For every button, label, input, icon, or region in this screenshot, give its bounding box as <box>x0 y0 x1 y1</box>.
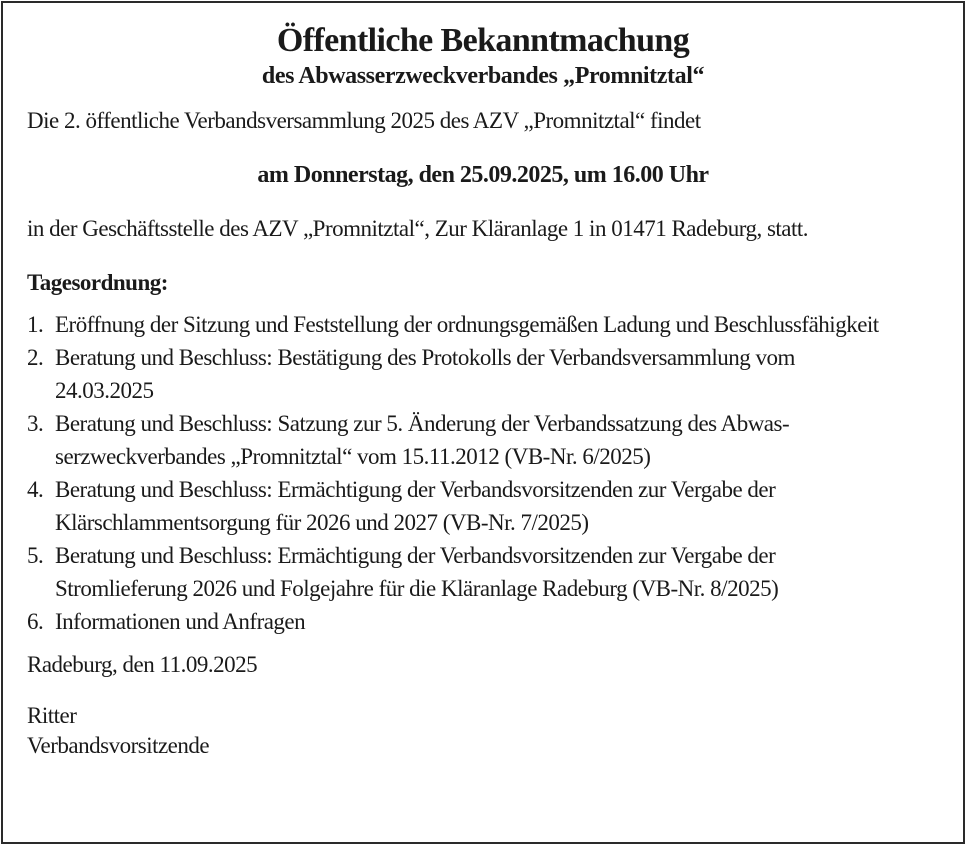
agenda-item <box>27 341 939 407</box>
agenda-item-number: 4. <box>27 477 44 502</box>
agenda-item-text: Informationen und Anfragen <box>55 609 306 634</box>
agenda-list <box>27 308 939 638</box>
agenda-item-text: Eröffnung der Sitzung und Feststellung der ordnungsgemäßen Ladung und Beschlussfähigkeit <box>55 312 879 337</box>
agenda-item <box>27 407 939 473</box>
agenda-item-number: 5. <box>27 543 44 568</box>
notice-subtitle: des Abwasserzweckverbandes „Promnitztal“ <box>261 63 705 89</box>
agenda-item-text: Beratung und Beschluss: Ermächtigung der Verbandsvorsitzenden zur Vergabe der Stromlieferung 2026 und Folgejahre für die Kläranlage Radeburg (VB-Nr. 8/2025) <box>55 543 779 601</box>
agenda-item <box>27 473 939 539</box>
signatory-role: Verbandsvorsitzende <box>27 733 210 758</box>
agenda-item <box>27 605 939 638</box>
signatory-name: Ritter <box>27 703 77 728</box>
place-and-date: Radeburg, den 11.09.2025 <box>27 652 258 677</box>
notice-title: Öffentliche Bekanntmachung <box>276 22 690 59</box>
agenda-heading: Tagesordnung: <box>27 270 168 295</box>
agenda-item-text: Beratung und Beschluss: Ermächtigung der Verbandsvorsitzenden zur Vergabe der Klärschlammentsorgung für 2026 und 2027 (VB-Nr. 7/2025) <box>55 477 776 535</box>
meeting-location: in der Geschäftsstelle des AZV „Promnitztal“, Zur Kläranlage 1 in 01471 Radeburg, statt. <box>27 216 809 241</box>
agenda-item-number: 6. <box>27 609 44 634</box>
agenda-item-number: 1. <box>27 312 44 337</box>
agenda-item-text: Beratung und Beschluss: Bestätigung des Protokolls der Verbandsversammlung vom 24.03.2025 <box>55 345 795 403</box>
agenda-item <box>27 539 939 605</box>
meeting-date: am Donnerstag, den 25.09.2025, um 16.00 Uhr <box>257 162 709 188</box>
intro-text: Die 2. öffentliche Verbandsversammlung 2025 des AZV „Promnitztal“ findet <box>27 108 701 133</box>
agenda-item-number: 3. <box>27 411 44 436</box>
agenda-item-number: 2. <box>27 345 44 370</box>
agenda-item <box>27 308 939 341</box>
agenda-item-text: Beratung und Beschluss: Satzung zur 5. Änderung der Verbandssatzung des Abwasserzweckverbandes „Promnitztal“ vom 15.11.2012 (VB-Nr. 6/2025) <box>55 411 790 469</box>
public-notice <box>1 1 965 844</box>
